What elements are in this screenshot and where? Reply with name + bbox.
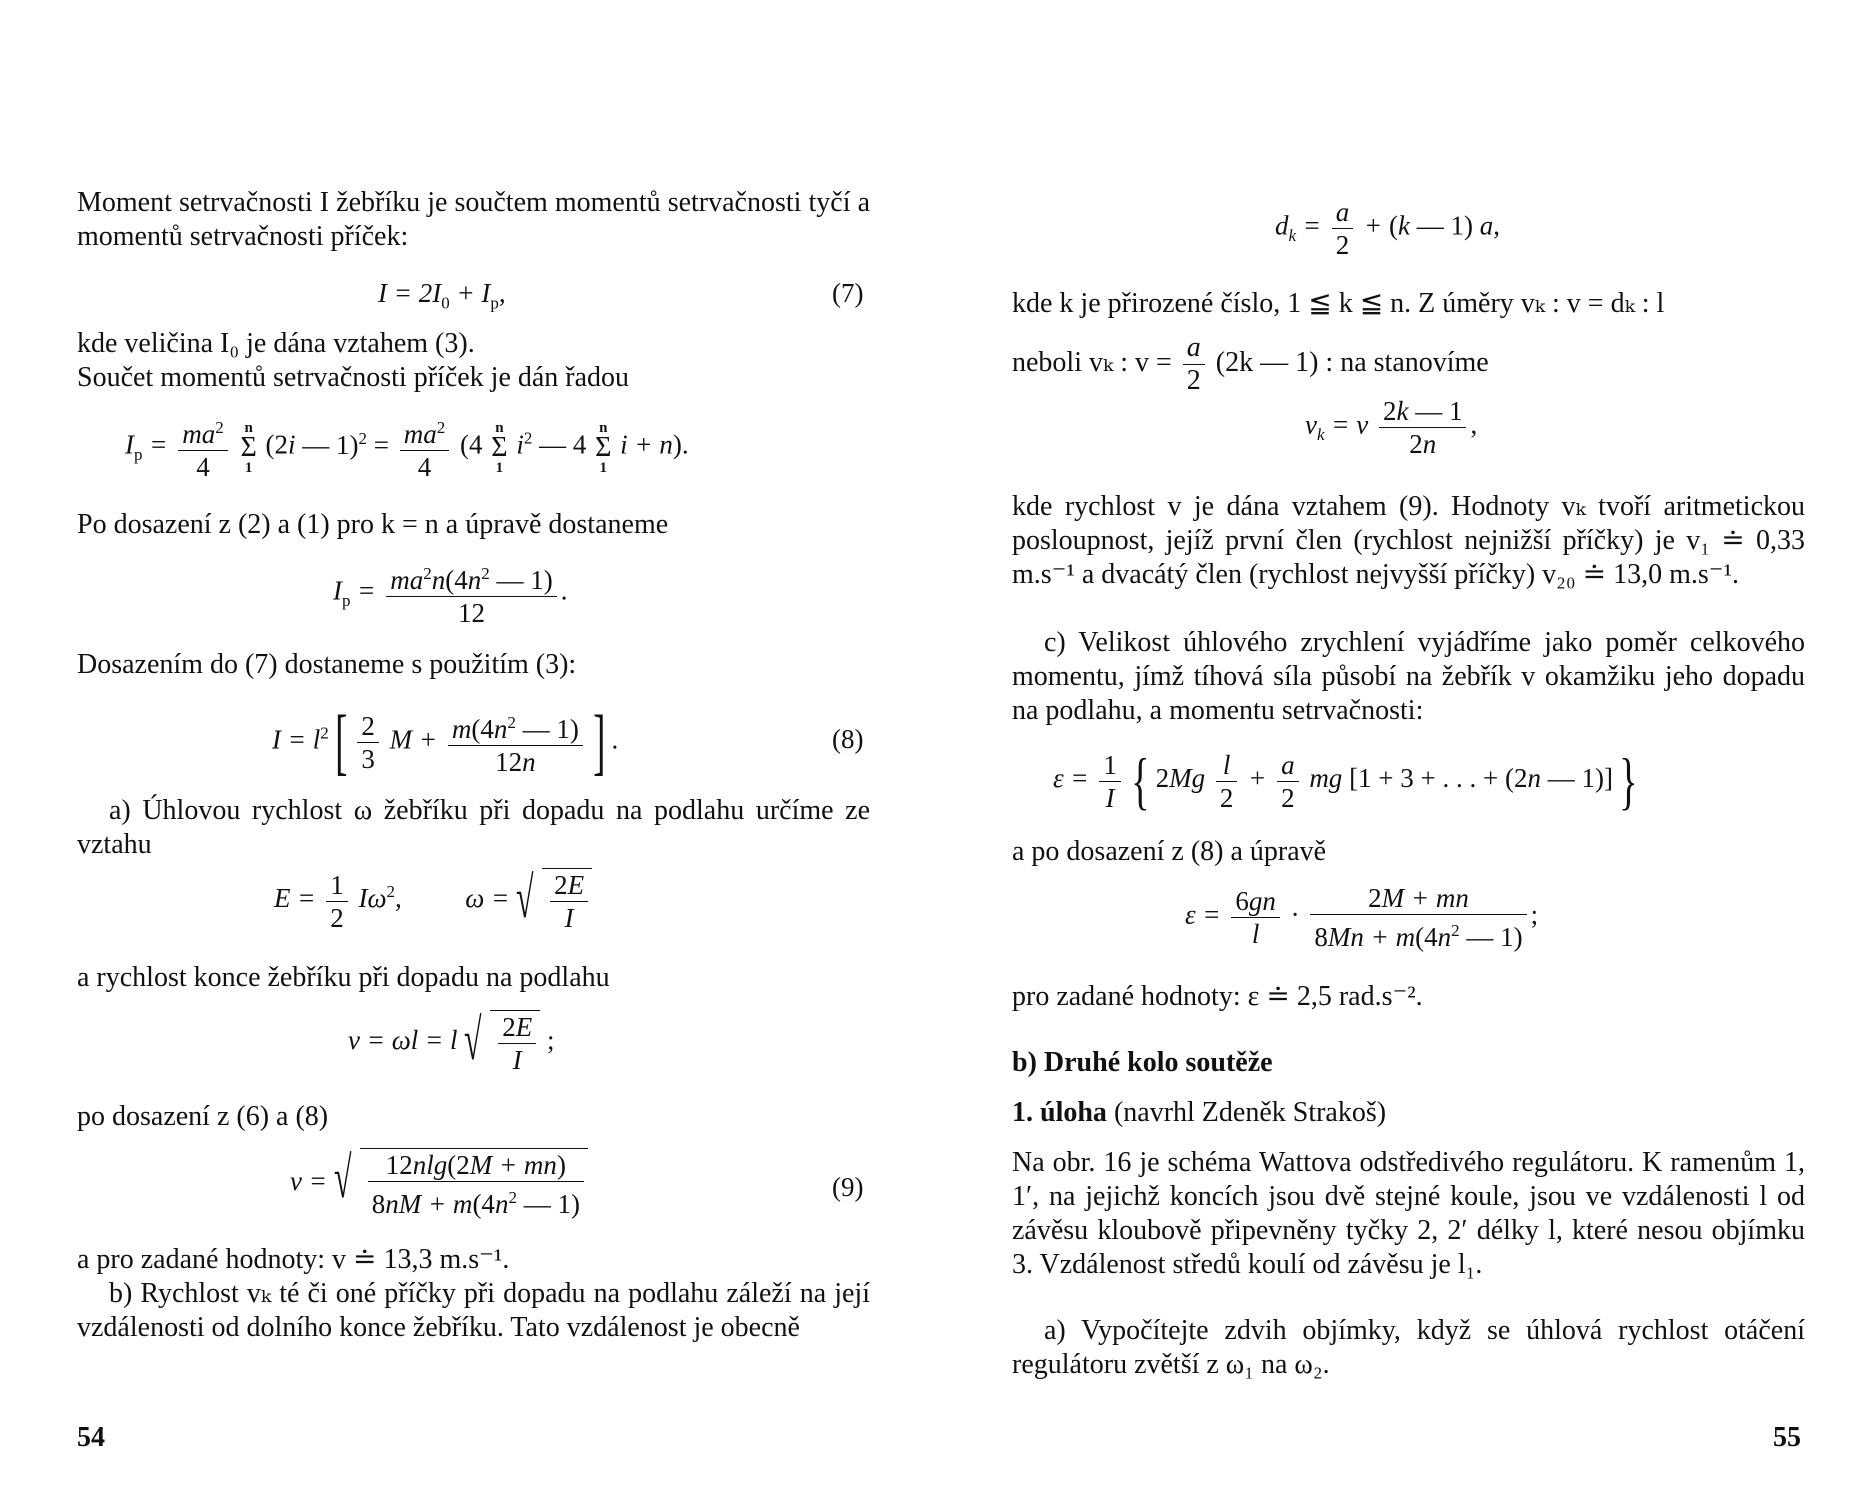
left-para-7: a rychlost konce žebříku při dopadu na podlahu	[77, 962, 610, 993]
equation-epsilon-result: ε = $\frac{6gn}{l}$ · $\frac{2M + mn}{8Mn + m(4n^2 — 1)}$ ;	[1185, 883, 1539, 952]
left-para-3: Součet momentů setrvačnosti příček je dán řadou	[77, 362, 630, 393]
task-heading	[1012, 1096, 1805, 1130]
right-para-4: c) Velikost úhlového zrychlení vyjádříme jako poměr celkového momentu, jímž tíhová síla působí na žebřík v okamžiku jeho dopadu na podlahu, a momentu setrvačnosti:	[1012, 627, 1805, 726]
left-para-1: Moment setrvačnosti I žebříku je součtem momentů setrvačnosti tyčí a momentů setrvačnosti příček:	[77, 187, 870, 252]
right-para-2	[1012, 332, 1805, 397]
equation-ip-series: $I_p$ = $\frac{ma^2}{4}$ n Σ 1 (2i — 1)$^2$ = $\frac{ma^2}{4}$ (4 n Σ 1 $i^2$ — 4 n Σ 1 i + n).	[125, 412, 689, 483]
equation-epsilon-def: ε = $\frac{1}{I}$ { 2Mg $\frac{l}{2}$ + $\frac{a}{2}$ mg [1 + 3 + . . . + (2n — 1)]}	[1053, 745, 1638, 816]
right-page	[935, 0, 1870, 1500]
left-para-8: po dosazení z (6) a (8)	[77, 1101, 329, 1132]
equation-7: $I = 2I_0 + I_p$,	[378, 278, 506, 313]
equation-ip-result: $I_p$ = $\frac{ma^2n(4n^2 — 1)}{12}$ .	[333, 558, 567, 629]
section-heading: b) Druhé kolo soutěže	[1012, 1047, 1273, 1078]
left-para-2: kde veličina I₀ je dána vztahem (3).	[77, 328, 475, 359]
task-label: 1. úloha	[1012, 1097, 1107, 1128]
equation-9-label: (9)	[832, 1172, 864, 1202]
task-author: (navrhl Zdeněk Strakoš)	[1113, 1097, 1387, 1128]
equation-9: v = √ $\frac{12nlg(2M + mn)}{8nM + m(4n^2 — 1)}$	[290, 1148, 588, 1220]
left-para-10: b) Rychlost vₖ té či oné příčky při dopadu na podlahu záleží na její vzdálenosti od dolního konce žebříku. Tato vzdálenost je obecně	[77, 1278, 870, 1343]
left-para-5: Dosazením do (7) dostaneme s použitím (3):	[77, 649, 577, 680]
fraction-a-over-2: $\frac{a}{2}$	[1183, 332, 1205, 397]
right-para-2-end: (2k — 1) : na stanovíme	[1215, 346, 1489, 378]
equation-vk: $v_k = v$ $\frac{2k — 1}{2n}$ ,	[1305, 396, 1478, 459]
left-para-6: a) Úhlovou rychlost ω žebříku při dopadu na podlahu určíme ze vztahu	[77, 795, 870, 860]
right-para-2-start: neboli vₖ : v =	[1012, 346, 1172, 378]
right-para-1: kde k je přirozené číslo, 1 ≦ k ≦ n. Z úměry vₖ : v = dₖ : l	[1012, 288, 1665, 319]
equation-8: $I = l^2$[ $\frac{2}{3}$ M + $\frac{m(4n^2 — 1)}{12n}$ ] .	[272, 701, 619, 783]
equation-energy-omega: E = $\frac{1}{2}$ $I\omega^2$, ω = √ $\frac{2E}{I}$	[274, 868, 592, 934]
right-para-5: a po dosazení z (8) a úpravě	[1012, 836, 1327, 867]
left-para-4: Po dosazení z (2) a (1) pro k = n a úpravě dostaneme	[77, 509, 669, 540]
equation-8-label: (8)	[832, 724, 864, 754]
equation-dk: $d_k$ = $\frac{a}{2}$ + (k — 1) a,	[1275, 197, 1500, 260]
right-para-3: kde rychlost v je dána vztahem (9). Hodnoty vₖ tvoří aritmetickou posloupnost, jejíž první člen (rychlost nejnižší příčky) je v₁ ≐ 0,33 m.s⁻¹ a dvacátý člen (rychlost nejvyšší příčky) v₂₀ ≐ 13,0 m.s⁻¹.	[1012, 491, 1805, 590]
right-para-8: a) Vypočítejte zdvih objímky, když se úhlová rychlost otáčení regulátoru zvětší z ω₁ na ω₂.	[1012, 1315, 1805, 1380]
page-number-right: 55	[1773, 1422, 1801, 1453]
equation-velocity: v = ωl = l √ $\frac{2E}{I}$ ;	[348, 1007, 555, 1075]
right-para-6: pro zadané hodnoty: ε ≐ 2,5 rad.s⁻².	[1012, 981, 1423, 1012]
equation-7-label: (7)	[832, 278, 864, 308]
page-number-left: 54	[77, 1422, 105, 1453]
right-para-7: Na obr. 16 je schéma Wattova odstředivého regulátoru. K ramenům 1, 1′, na jejichž koncích jsou dvě stejné koule, jsou ve vzdálenosti l od závěsu kloubově připevněny tyčky 2, 2′ délky l, které nesou objímku 3. Vzdálenost středů koulí od závěsu je l₁.	[1012, 1147, 1805, 1280]
left-para-9: a pro zadané hodnoty: v ≐ 13,3 m.s⁻¹.	[77, 1244, 510, 1275]
